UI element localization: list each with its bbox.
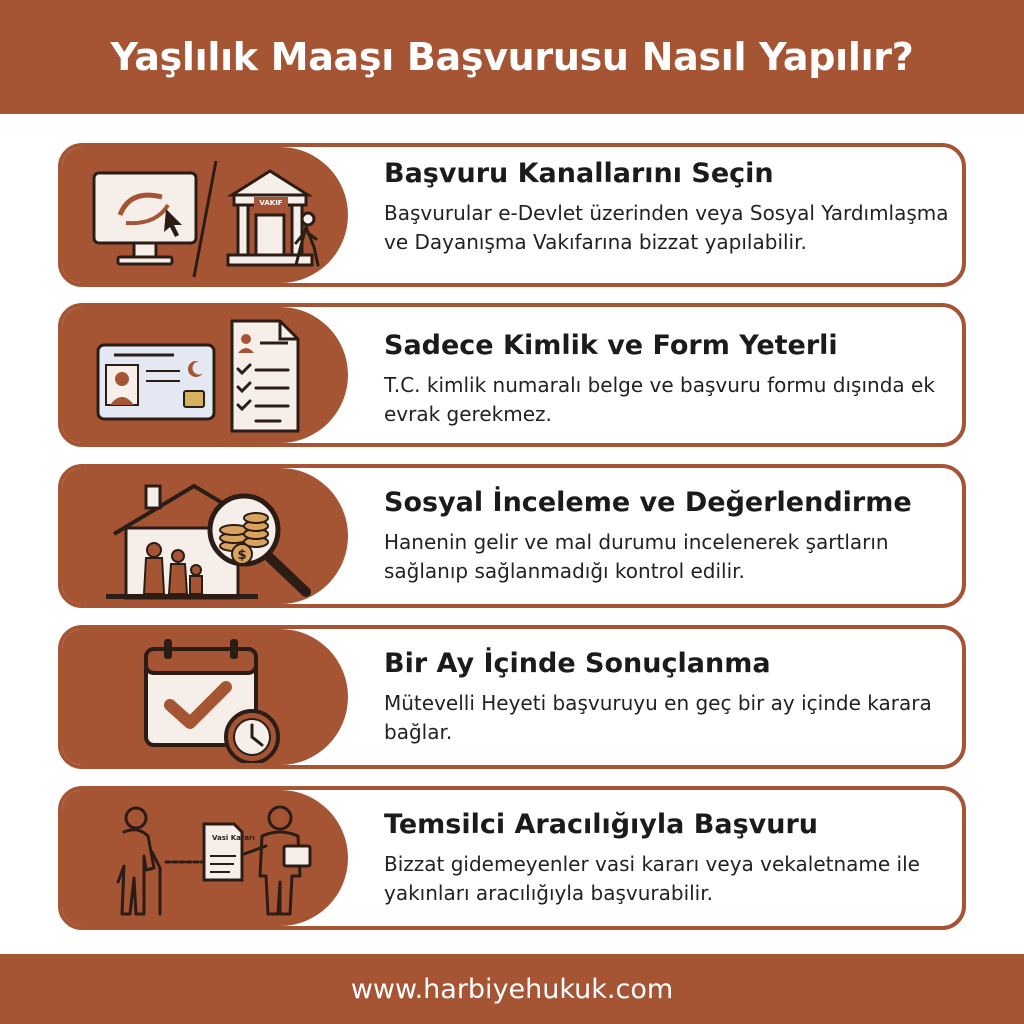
icon-panel [62,147,348,283]
house-magnifier-icon [84,474,326,602]
building-sign-text: VAKIF [259,199,283,207]
step-card-channels [58,143,966,287]
step-heading: Bir Ay İçinde Sonuçlanma [384,648,771,679]
step-body: T.C. kimlik numaralı belge ve başvuru formu dışında ek evrak gerekmez. [384,373,935,426]
icon-panel [62,629,348,765]
page-title: Yaşlılık Maaşı Başvurusu Nasıl Yapılır? [110,35,914,79]
document-title-text: Vasi Kararı [212,834,255,842]
footer-banner [0,954,1024,1024]
step-card-inspection [58,464,966,608]
website-link[interactable]: www.harbiyehukuk.com [350,973,674,1005]
step-card-representative [58,786,966,930]
step-body: Mütevelli Heyeti başvuruyu en geç bir ay içinde karara bağlar. [384,691,932,744]
step-heading: Başvuru Kanallarını Seçin [384,158,774,189]
step-card-result [58,625,966,769]
calendar-clock-icon [84,635,326,763]
svg-text:$: $ [237,548,247,563]
icon-panel [62,790,348,926]
icon-panel [62,468,348,604]
step-heading: Temsilci Aracılığıyla Başvuru [384,809,819,840]
step-body: Bizzat gidemeyenler vasi kararı veya vekaletname ile yakınları aracılığıyla başvurabilir. [384,852,920,905]
icon-panel [62,307,348,443]
step-card-documents [58,303,966,447]
computer-and-building-icon [84,153,326,281]
step-body: Hanenin gelir ve mal durumu incelenerek şartların sağlanıp sağlanmadığı kontrol edilir. [384,530,889,583]
guardian-document-icon [84,796,326,924]
id-card-and-form-icon [84,313,326,441]
title-banner [0,0,1024,114]
step-heading: Sadece Kimlik ve Form Yeterli [384,330,838,361]
step-heading: Sosyal İnceleme ve Değerlendirme [384,487,912,518]
step-body: Başvurular e-Devlet üzerinden veya Sosyal Yardımlaşma ve Dayanışma Vakıfarına bizzat yapılabilir. [384,201,949,254]
